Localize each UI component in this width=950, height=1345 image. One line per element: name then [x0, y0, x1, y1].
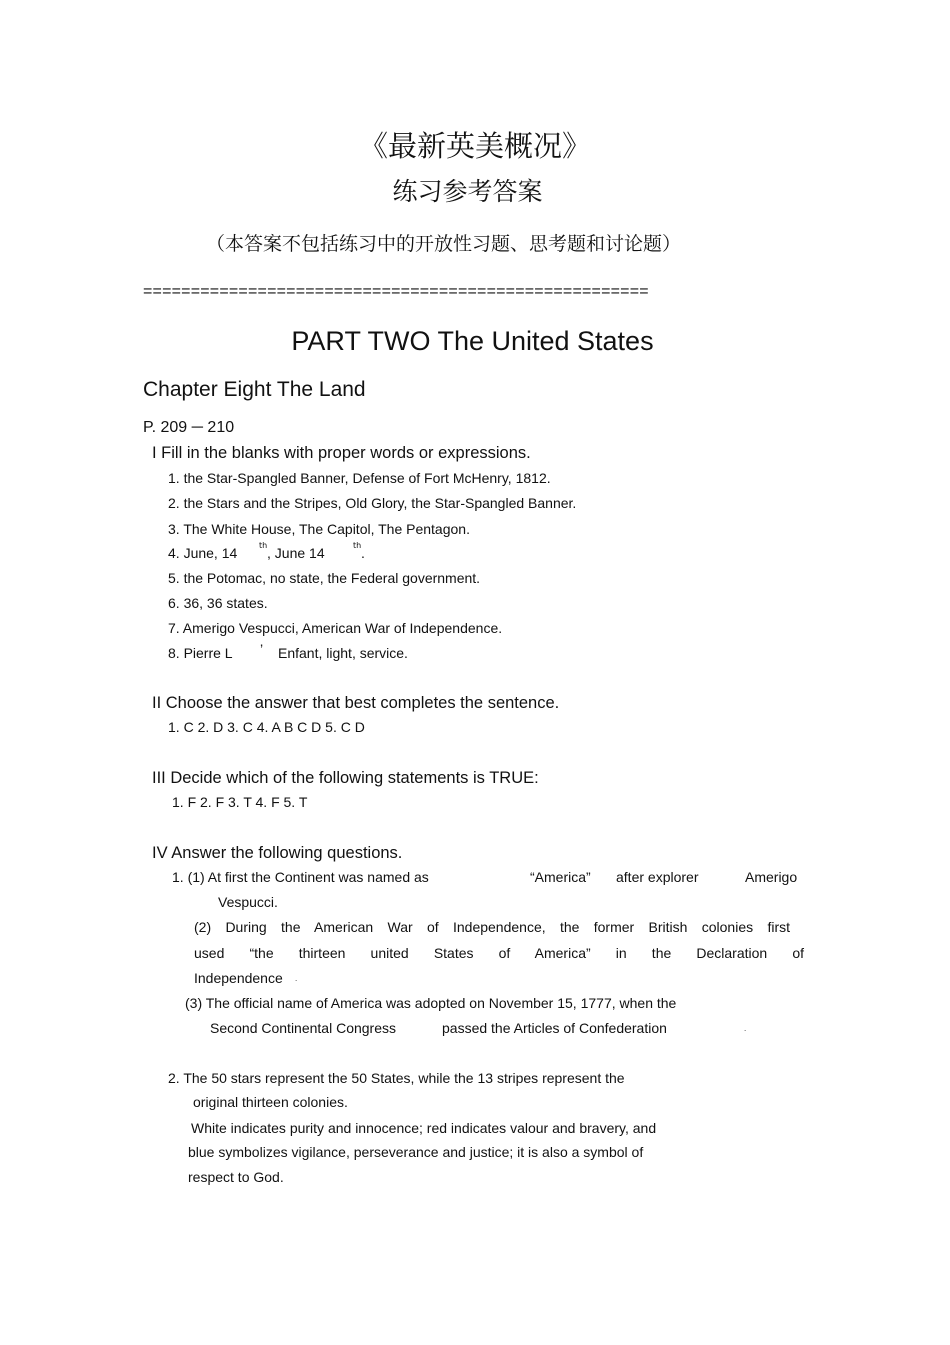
q2-line-5: respect to God. [188, 1169, 284, 1185]
section-2-answers: 1. C 2. D 3. C 4. A B C D 5. C D [168, 719, 365, 735]
section-1-item-2: 2. the Stars and the Stripes, Old Glory, the Star-Spangled Banner. [168, 495, 577, 511]
superscript-th-2: th [353, 541, 362, 550]
item-4-part-a: 4. June, 14 [168, 545, 238, 561]
section-1-item-8-a: 8. Pierre L [168, 645, 233, 661]
q1-3-line-2-a: Second Continental Congress [210, 1020, 397, 1036]
page-reference: P. 209 ─ 210 [143, 419, 235, 436]
section-1-item-1: 1. the Star-Spangled Banner, Defense of Fort McHenry, 1812. [168, 470, 551, 486]
section-1-item-5: 5. the Potomac, no state, the Federal government. [168, 570, 481, 586]
part-heading: PART TWO The United States [291, 326, 654, 356]
section-3-heading: III Decide which of the following statements is TRUE: [152, 769, 539, 787]
q1-1-part-a: 1. (1) At first the Continent was named as [172, 869, 429, 885]
q1-3-line-1: (3) The official name of America was adopted on November 15, 1777, when the [185, 995, 677, 1011]
q1-1-part-e: Vespucci. [218, 894, 278, 910]
section-1-item-3: 3. The White House, The Capitol, The Pentagon. [168, 521, 470, 537]
q1-1-part-c: after explorer [616, 869, 699, 885]
section-1-item-4 [168, 545, 237, 561]
q1-2-line-1: (2) During the American War of Independence, the former British colonies first [194, 919, 790, 935]
document-note: （本答案不包括练习中的开放性习题、思考题和讨论题） [206, 233, 682, 255]
q1-2-line-3: Independence [194, 970, 283, 986]
superscript-th-1: th [259, 541, 268, 550]
divider-line: ===================================================== [143, 283, 649, 300]
q1-3-period: . [744, 1025, 747, 1033]
q1-2-period: . [295, 975, 298, 983]
document-title: 《最新英美概况》 [358, 129, 591, 163]
q2-line-2: original thirteen colonies. [193, 1094, 348, 1110]
section-1-item-6: 6. 36, 36 states. [168, 595, 268, 611]
chapter-heading: Chapter Eight The Land [143, 378, 366, 401]
item-4-period: . [361, 545, 365, 561]
q2-line-4: blue symbolizes vigilance, perseverance and justice; it is also a symbol of [188, 1144, 644, 1160]
q2-line-3: White indicates purity and innocence; red indicates valour and bravery, and [191, 1120, 657, 1136]
section-3-answers: 1. F 2. F 3. T 4. F 5. T [172, 794, 308, 810]
section-1-item-8-b: Enfant, light, service. [278, 645, 408, 661]
q1-3-line-2-b: passed the Articles of Confederation [442, 1020, 667, 1036]
q1-1-part-d: Amerigo [745, 869, 798, 885]
section-4-heading: IV Answer the following questions. [152, 844, 403, 862]
q1-2-line-2: used “the thirteen united States of America” in the Declaration of [194, 945, 804, 961]
section-2-heading: II Choose the answer that best completes the sentence. [152, 694, 560, 712]
section-1-item-8-apostrophe: ’ [260, 641, 264, 657]
section-1-item-7: 7. Amerigo Vespucci, American War of Independence. [168, 620, 503, 636]
q2-line-1: 2. The 50 stars represent the 50 States, while the 13 stripes represent the [168, 1070, 625, 1086]
item-4-part-b: , June 14 [267, 545, 325, 561]
q1-1-part-b: “America” [530, 869, 591, 885]
section-1-heading: I Fill in the blanks with proper words or expressions. [152, 444, 531, 462]
document-subtitle: 练习参考答案 [392, 177, 543, 206]
